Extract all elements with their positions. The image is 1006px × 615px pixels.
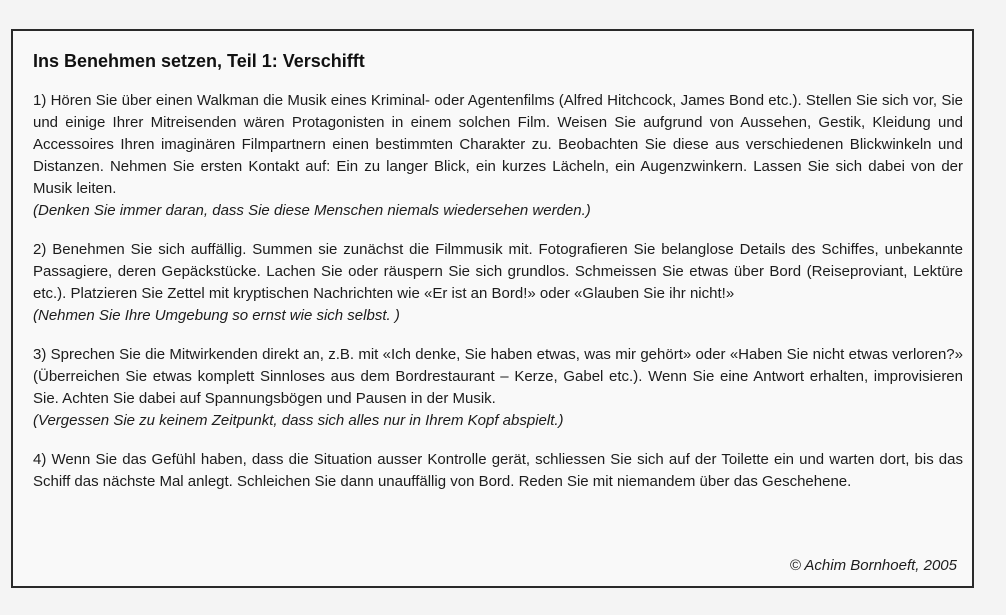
instruction-step-1 <box>33 90 963 222</box>
instruction-note: (Denken Sie immer daran, dass Sie diese Menschen niemals wiedersehen werden.) <box>33 201 591 219</box>
instruction-text: 3) Sprechen Sie die Mitwirkenden direkt an, z.B. mit «Ich denke, Sie haben etwas, was mir gehört» oder «Haben Sie nicht etwas verloren?» (Überreichen Sie etwas komplett Sinnloses aus dem Bordrestaurant – Kerze, Gabel etc.). Wenn Sie eine Antwort erhalten, improvisieren Sie. Achten Sie dabei auf Spannungsbögen und Pausen in der Musik. <box>33 345 963 407</box>
instruction-note: (Nehmen Sie Ihre Umgebung so ernst wie sich selbst. ) <box>33 306 400 324</box>
instruction-note: (Vergessen Sie zu keinem Zeitpunkt, dass sich alles nur in Ihrem Kopf abspielt.) <box>33 411 564 429</box>
document-title: Ins Benehmen setzen, Teil 1: Verschifft <box>33 51 365 71</box>
instruction-text: 1) Hören Sie über einen Walkman die Musik eines Kriminal- oder Agentenfilms (Alfred Hitchcock, James Bond etc.). Stellen Sie sich vor, Sie und einige Ihrer Mitreisenden wären Protagonisten in einem solchen Film. Weisen Sie aufgrund von Aussehen, Gestik, Kleidung und Accessoires Ihren imaginären Filmpartnern einen bestimmten Charakter zu. Beobachten Sie diese aus verschiedenen Blickwinkeln und Distanzen. Nehmen Sie ersten Kontakt auf: Ein zu langer Blick, ein kurzes Lächeln, ein Augenzwinkern. Lassen Sie sich dabei von der Musik leiten. <box>33 91 963 197</box>
instruction-text: 2) Benehmen Sie sich auffällig. Summen sie zunächst die Filmmusik mit. Fotografieren Sie belanglose Details des Schiffes, unbekannte Passagiere, deren Gepäckstücke. Lachen Sie oder räuspern Sie sich grundlos. Schmeissen Sie etwas über Bord (Reiseproviant, Lektüre etc.). Platzieren Sie Zettel mit kryptischen Nachrichten wie «Er ist an Bord!» oder «Glauben Sie ihr nicht!» <box>33 240 963 302</box>
instruction-step-3 <box>33 344 963 432</box>
instruction-step-2 <box>33 239 963 327</box>
instruction-text: 4) Wenn Sie das Gefühl haben, dass die Situation ausser Kontrolle gerät, schliessen Sie sich auf der Toilette ein und warten dort, bis das Schiff das nächste Mal anlegt. Schleichen Sie dann unauffällig von Bord. Reden Sie mit niemandem über das Geschehene. <box>33 450 963 490</box>
instruction-step-4 <box>33 449 963 493</box>
author-credit: © Achim Bornhoeft, 2005 <box>789 557 957 574</box>
document-content <box>33 51 963 493</box>
document-frame <box>11 29 974 588</box>
